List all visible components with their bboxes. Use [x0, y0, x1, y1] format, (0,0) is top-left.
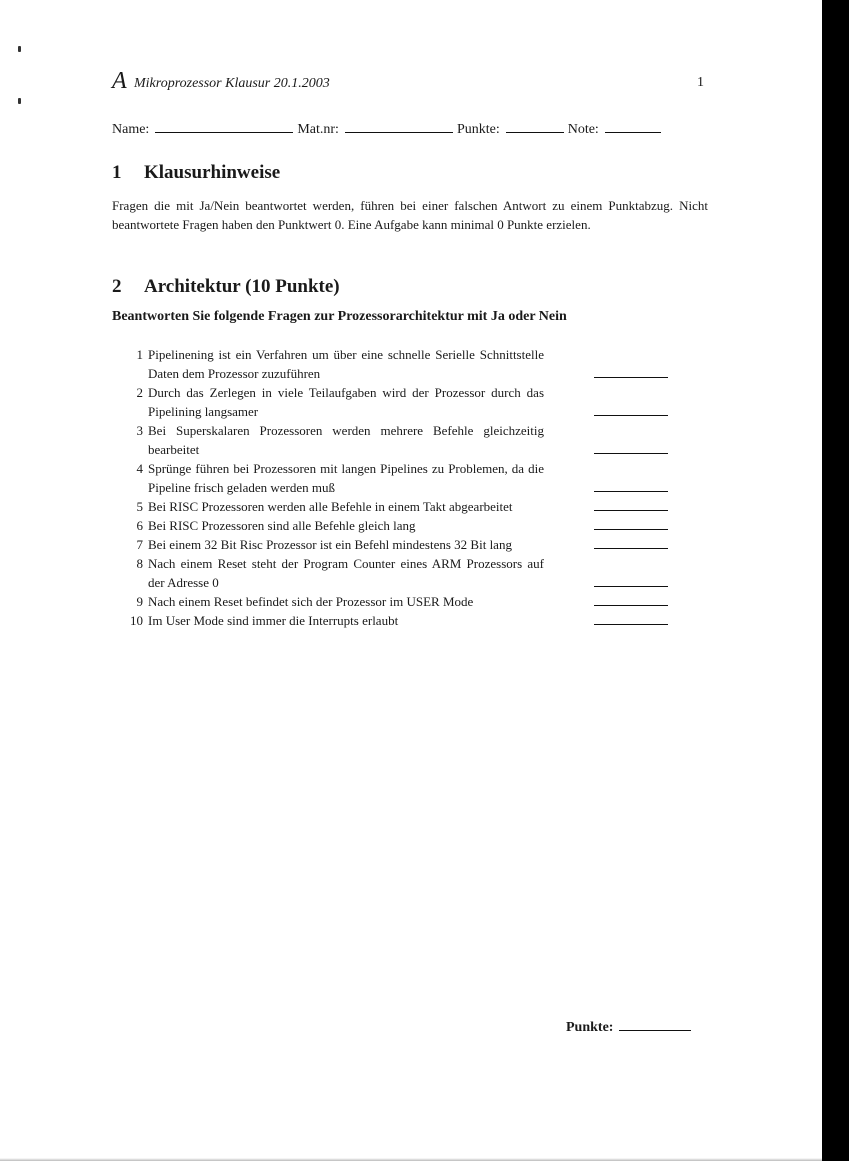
question-text: Bei RISC Prozessoren werden alle Befehle in einem Takt abgearbeitet	[148, 499, 513, 514]
question-item	[125, 611, 670, 630]
running-head	[112, 68, 704, 98]
points-field[interactable]	[619, 1018, 691, 1031]
question-text: Bei Superskalaren Prozessoren werden mehrere Befehle gleichzeitig bearbeitet	[148, 423, 544, 457]
task-instruction: Beantworten Sie folgende Fragen zur Prozessorarchitektur mit Ja oder Nein	[112, 309, 567, 324]
question-item	[125, 383, 670, 421]
question-text: Bei einem 32 Bit Risc Prozessor ist ein Befehl mindestens 32 Bit lang	[148, 537, 512, 552]
question-number: 7	[136, 537, 143, 552]
section-heading-2	[112, 276, 340, 298]
exam-title: Mikroprozessor Klausur 20.1.2003	[134, 76, 330, 91]
section-number: 1	[112, 162, 122, 183]
answer-blank[interactable]	[594, 376, 668, 378]
question-number: 5	[136, 499, 143, 514]
question-list	[125, 345, 670, 630]
question-number: 4	[136, 461, 143, 476]
question-number: 3	[136, 423, 143, 438]
punkte-label: Punkte:	[456, 122, 500, 137]
page-points-footer	[566, 1018, 691, 1036]
question-item	[125, 497, 670, 516]
answer-blank[interactable]	[594, 414, 668, 416]
answer-blank[interactable]	[594, 623, 668, 625]
question-text: Durch das Zerlegen in viele Teilaufgaben wird der Prozessor durch das Pipelining langsamer	[148, 385, 544, 419]
punkte-field[interactable]	[506, 120, 564, 133]
section-number: 2	[112, 276, 122, 297]
points-label: Punkte:	[566, 1020, 614, 1035]
question-text: Nach einem Reset steht der Program Counter eines ARM Prozessors auf der Adresse 0	[148, 556, 544, 590]
scan-border	[822, 0, 849, 1161]
answer-blank[interactable]	[594, 585, 668, 587]
answer-blank[interactable]	[594, 604, 668, 606]
question-text: Bei RISC Prozessoren sind alle Befehle gleich lang	[148, 518, 416, 533]
question-number: 9	[136, 594, 143, 609]
question-item	[125, 554, 670, 592]
page-number: 1	[697, 75, 704, 90]
answer-blank[interactable]	[594, 490, 668, 492]
question-text: Pipelinening ist ein Verfahren um über eine schnelle Serielle Schnittstelle Daten dem Prozessor zuzuführen	[148, 347, 544, 381]
exam-instructions-paragraph: Fragen die mit Ja/Nein beantwortet werden, führen bei einer falschen Antwort zu einem Punktabzug. Nicht beantwortete Fragen haben den Punktwert 0. Eine Aufgabe kann minimal 0 Punkte erzielen.	[112, 198, 708, 232]
student-info-line	[112, 120, 704, 138]
note-label: Note:	[567, 122, 599, 137]
question-number: 6	[136, 518, 143, 533]
section-title: Architektur (10 Punkte)	[144, 276, 340, 297]
question-number: 2	[136, 385, 143, 400]
answer-blank[interactable]	[594, 452, 668, 454]
question-number: 8	[136, 556, 143, 571]
name-field[interactable]	[155, 120, 293, 133]
answer-blank[interactable]	[594, 547, 668, 549]
question-item	[125, 459, 670, 497]
question-number: 10	[130, 613, 143, 628]
exam-variant-letter: A	[112, 68, 127, 94]
question-text: Im User Mode sind immer die Interrupts erlaubt	[148, 613, 399, 628]
question-item	[125, 421, 670, 459]
question-item	[125, 592, 670, 611]
question-text: Nach einem Reset befindet sich der Prozessor im USER Mode	[148, 594, 474, 609]
question-item	[125, 345, 670, 383]
question-text: Sprünge führen bei Prozessoren mit langen Pipelines zu Problemen, da die Pipeline frisch geladen werden muß	[148, 461, 544, 495]
answer-blank[interactable]	[594, 509, 668, 511]
section-title: Klausurhinweise	[144, 162, 281, 183]
section-heading-1	[112, 162, 280, 184]
note-field[interactable]	[605, 120, 661, 133]
binder-hole-mark	[18, 98, 21, 104]
matnr-field[interactable]	[345, 120, 453, 133]
matnr-label: Mat.nr:	[297, 122, 339, 137]
question-item	[125, 516, 670, 535]
question-number: 1	[136, 347, 143, 362]
question-item	[125, 535, 670, 554]
name-label: Name:	[112, 122, 150, 137]
binder-hole-mark	[18, 46, 21, 52]
answer-blank[interactable]	[594, 528, 668, 530]
